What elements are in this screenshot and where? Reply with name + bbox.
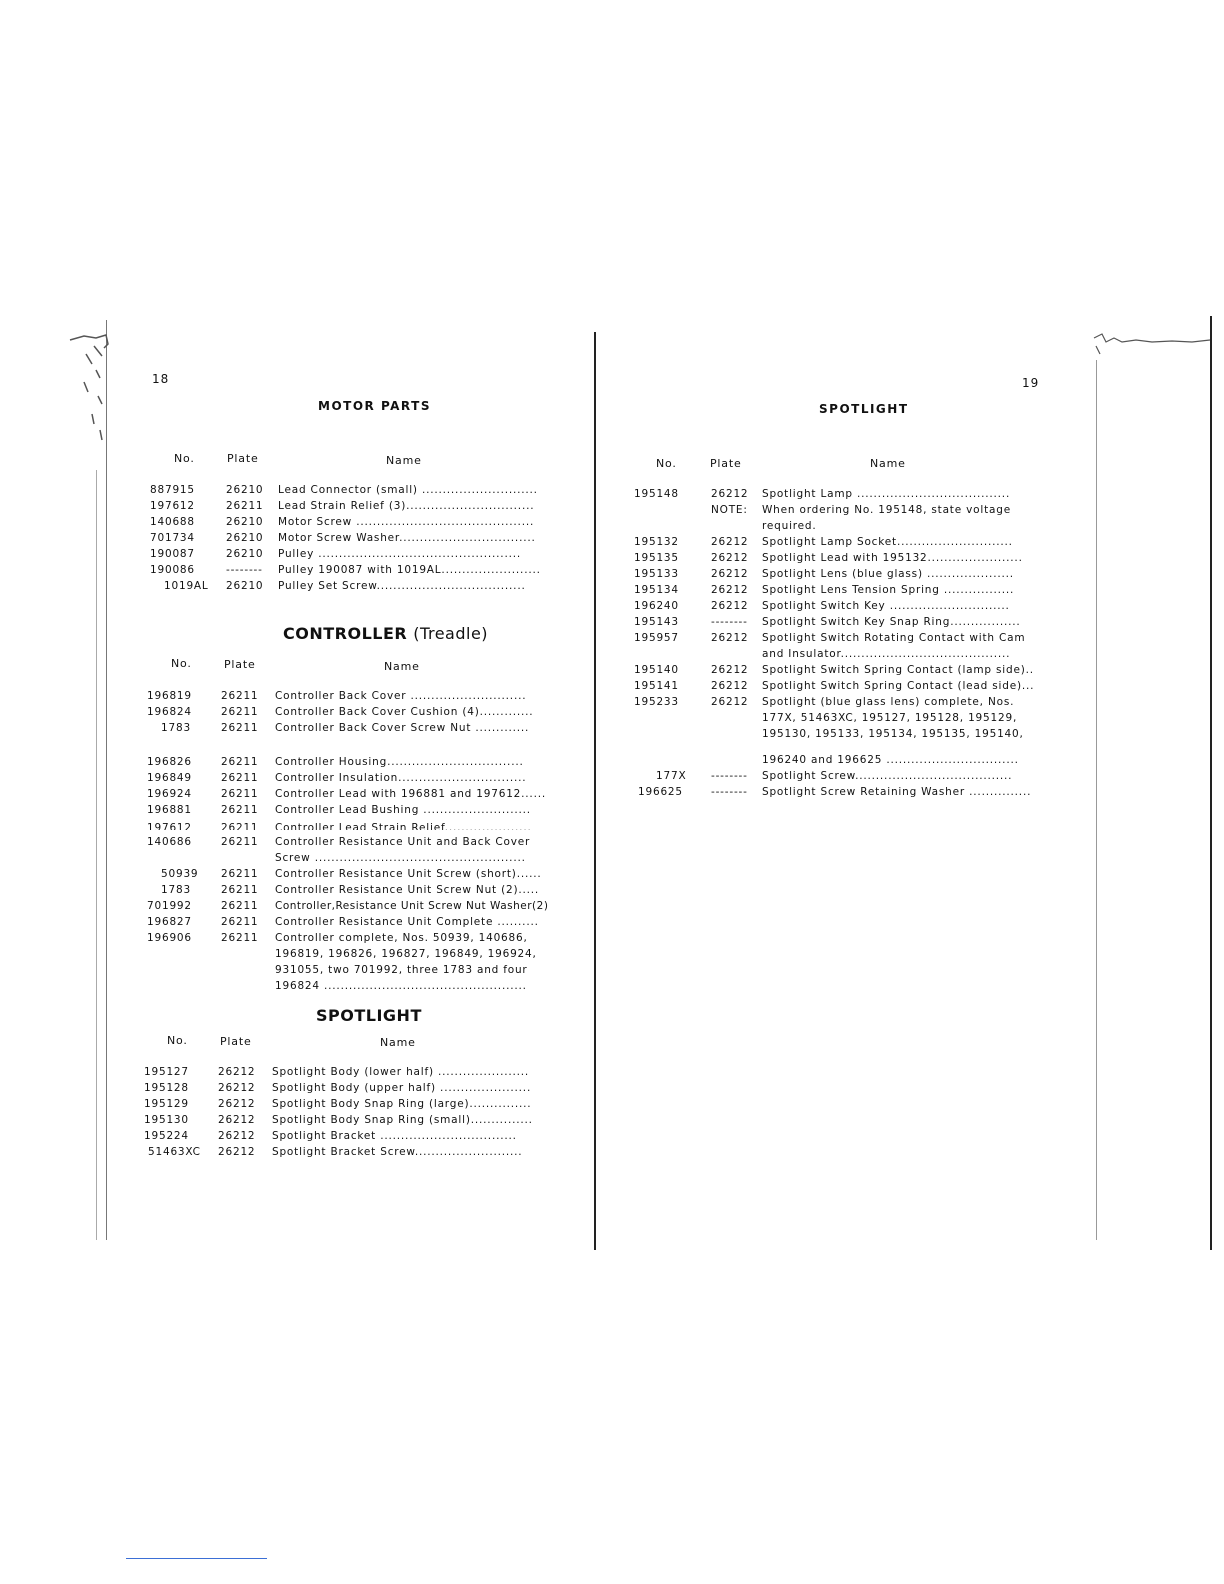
right-scan-edge (1096, 360, 1097, 1240)
list-item: 195134 26212 Spotlight Lens Tension Spring ................. (634, 584, 1015, 596)
right-page (600, 0, 1224, 1584)
list-item: 50939 26211 Controller Resistance Unit Screw (short)...... (161, 868, 542, 880)
list-item-continuation: 196824 ................................................. (275, 980, 527, 992)
column-header-plate: Plate (227, 452, 259, 465)
list-item: 195127 26212 Spotlight Body (lower half) ...................... (144, 1066, 530, 1078)
column-header-name: Name (870, 457, 906, 470)
list-item-continuation: and Insulator......................................... (762, 648, 1011, 660)
right-edge-line (1210, 316, 1212, 1250)
list-item: 195130 26212 Spotlight Body Snap Ring (small)............... (144, 1114, 533, 1126)
list-item: 887915 26210 Lead Connector (small) ............................ (150, 484, 538, 496)
list-item: 1783 26211 Controller Resistance Unit Screw Nut (2)..... (161, 884, 540, 896)
list-item: 195133 26212 Spotlight Lens (blue glass) ..................... (634, 568, 1014, 580)
list-item: 1019AL 26210 Pulley Set Screw.................................... (164, 580, 526, 592)
list-item: 195957 26212 Spotlight Switch Rotating Contact with Cam (634, 632, 1026, 644)
footer-link-underline (126, 1558, 267, 1559)
list-item-continuation: 177X, 51463XC, 195127, 195128, 195129, (762, 712, 1018, 724)
list-item: 701992 26211 Controller,Resistance Unit Screw Nut Washer(2) (147, 900, 549, 912)
list-item-continuation: 196819, 196826, 196827, 196849, 196924, (275, 948, 537, 960)
list-item: 196906 26211 Controller complete, Nos. 50939, 140686, (147, 932, 528, 944)
list-item: 140688 26210 Motor Screw ........................................... (150, 516, 535, 528)
motor-parts-list (150, 482, 570, 594)
list-item: 190087 26210 Pulley ................................................. (150, 548, 521, 560)
list-item: 196881 26211 Controller Lead Bushing .......................... (147, 804, 531, 816)
list-item: 701734 26210 Motor Screw Washer................................. (150, 532, 536, 544)
column-header-no: No. (171, 657, 192, 670)
list-item: 195143 -------- Spotlight Switch Key Snap Ring................. (634, 616, 1021, 628)
list-item: 195224 26212 Spotlight Bracket ................................. (144, 1130, 517, 1142)
list-item: 197612 26211 Lead Strain Relief (3)............................... (150, 500, 535, 512)
page-number: 18 (152, 372, 170, 386)
list-item: 140686 26211 Controller Resistance Unit and Back Cover (147, 836, 531, 848)
list-item-continuation: 931055, two 701992, three 1783 and four (275, 964, 528, 976)
controller-parts-list (147, 688, 587, 994)
column-header-plate: Plate (220, 1035, 252, 1048)
scan-artifact-left-corner (66, 334, 112, 454)
list-item: 195135 26212 Spotlight Lead with 195132....................... (634, 552, 1023, 564)
list-item: 195128 26212 Spotlight Body (upper half) ...................... (144, 1082, 532, 1094)
list-item: 195141 26212 Spotlight Switch Spring Contact (lead side)... (634, 680, 1035, 692)
left-scan-edge-outer (96, 470, 97, 1240)
list-item: 196826 26211 Controller Housing................................. (147, 756, 524, 768)
section-title-spotlight: SPOTLIGHT (316, 1006, 422, 1025)
column-header-no: No. (656, 457, 677, 470)
list-item: 177X -------- Spotlight Screw...................................... (656, 770, 1013, 782)
column-header-no: No. (167, 1034, 188, 1047)
controller-subtitle: (Treadle) (413, 624, 489, 643)
list-item-continuation: Screw ................................................... (275, 852, 526, 864)
section-title-motor-parts: MOTOR PARTS (318, 399, 431, 413)
column-header-name: Name (380, 1036, 416, 1049)
spotlight-parts-list (634, 486, 1054, 800)
list-item: 195148 26212 Spotlight Lamp ..................................... (634, 488, 1011, 500)
list-item: 190086 -------- Pulley 190087 with 1019AL........................ (150, 564, 541, 576)
column-header-name: Name (384, 660, 420, 673)
list-item: 196819 26211 Controller Back Cover ............................ (147, 690, 527, 702)
column-header-plate: Plate (224, 658, 256, 671)
left-scan-edge (106, 320, 107, 1240)
list-item-continuation: 196240 and 196625 ................................ (762, 754, 1019, 766)
list-item: 195132 26212 Spotlight Lamp Socket............................ (634, 536, 1013, 548)
list-item: 196849 26211 Controller Insulation............................... (147, 772, 527, 784)
list-item: 195233 26212 Spotlight (blue glass lens) complete, Nos. (634, 696, 1015, 708)
controller-title: CONTROLLER (283, 624, 408, 643)
list-item: 1783 26211 Controller Back Cover Screw Nut ............. (161, 722, 530, 734)
list-item: 196625 -------- Spotlight Screw Retaining Washer ............... (638, 786, 1032, 798)
section-title-spotlight: SPOTLIGHT (819, 402, 909, 416)
page-number: 19 (1022, 376, 1040, 390)
column-header-name: Name (386, 454, 422, 467)
list-item: 195129 26212 Spotlight Body Snap Ring (large)............... (144, 1098, 532, 1110)
list-item-continuation: 195130, 195133, 195134, 195135, 195140, (762, 728, 1024, 740)
list-item-continuation: required. (762, 520, 817, 532)
left-page (0, 0, 600, 1584)
list-item: 196240 26212 Spotlight Switch Key ............................. (634, 600, 1010, 612)
section-title-controller (283, 624, 488, 643)
list-item: 195140 26212 Spotlight Switch Spring Contact (lamp side).. (634, 664, 1034, 676)
column-header-no: No. (174, 452, 195, 465)
list-item: 197612 26211 Controller Lead Strain Relief..................... (147, 822, 532, 830)
spotlight-parts-list (144, 1064, 574, 1160)
column-header-plate: Plate (710, 457, 742, 470)
center-fold-line (594, 332, 596, 1250)
list-item: 196924 26211 Controller Lead with 196881 and 197612...... (147, 788, 546, 800)
scan-artifact-line (147, 740, 587, 754)
list-item: 196824 26211 Controller Back Cover Cushion (4)............. (147, 706, 534, 718)
list-item-note: NOTE: When ordering No. 195148, state voltage (711, 504, 1011, 516)
list-item: 196827 26211 Controller Resistance Unit Complete .......... (147, 916, 539, 928)
list-item: 51463XC 26212 Spotlight Bracket Screw.......................... (148, 1146, 523, 1158)
scan-artifact-right-corner (1092, 332, 1212, 362)
